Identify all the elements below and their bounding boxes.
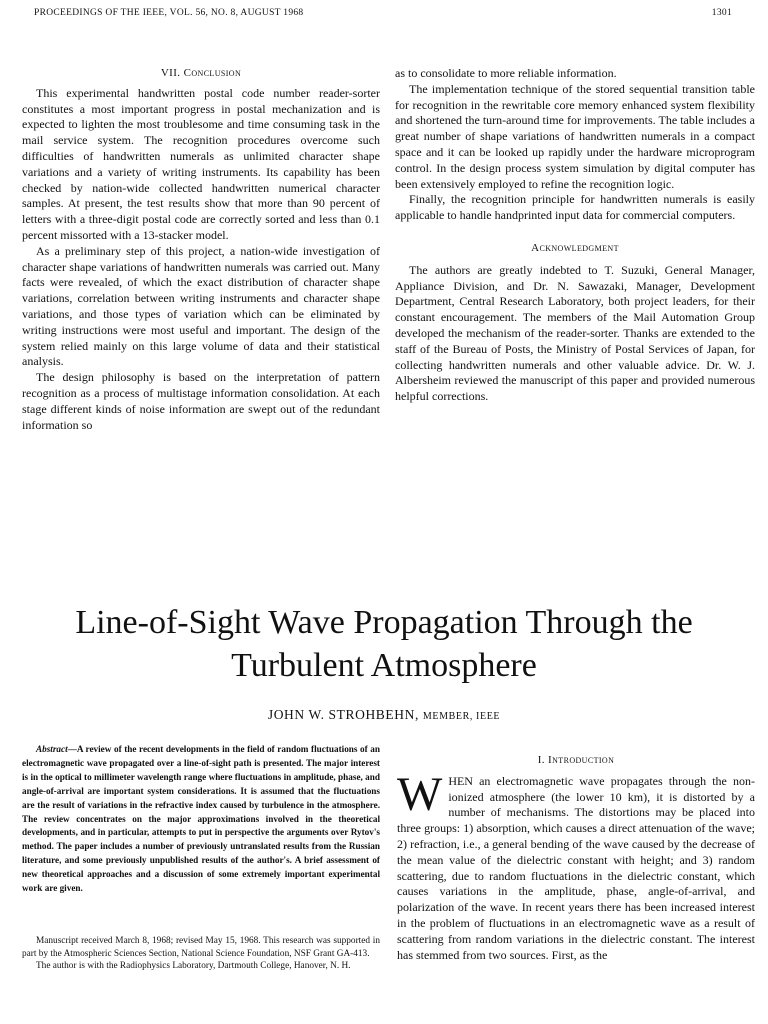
- abstract-lead: Abstract: [36, 744, 68, 754]
- footnotes: [22, 935, 380, 973]
- author-name: JOHN W. STROHBEHN,: [267, 707, 419, 722]
- left-column-conclusion: [22, 66, 380, 433]
- conclusion-heading: VII. Conclusion: [160, 67, 242, 79]
- introduction-text: HEN an electromagnetic wave propagates through the non-ionized atmosphere (the lower 10 km), it is distorted by a number of mechanisms. The distortions may be placed into three groups: 1) absorption, which causes a direct attenuation of the wave; 2) refraction, i.e., a general bending of the wave caused by the decrease of the mean value of the dielectric constant with height; and 3) random scattering, due to random fluctuations in the dielectric constant, which causes variations in the amplitude, phase, angle-of-arrival, and polarization of the wave. In recent years there has been increased interest in the problem of fluctuations in an electromagnetic wave as a result of scattering from random variations in the dielectric constant. The interest has stemmed from two sources. First, as the: [397, 773, 755, 962]
- conclusion-paragraph-3: The design philosophy is based on the interpretation of pattern recognition as a process of multistage information consolidation. At each stage different kinds of noise information are swept out of the redundant information so: [22, 370, 380, 432]
- drop-cap: W: [397, 767, 443, 821]
- article-title-line-1: Line-of-Sight Wave Propagation Through the: [75, 604, 693, 641]
- author-membership: MEMBER, IEEE: [422, 711, 501, 722]
- author-byline: [0, 707, 768, 723]
- introduction-paragraph: [397, 767, 755, 964]
- article-title: [0, 601, 768, 687]
- conclusion-continuation: as to consolidate to more reliable information.: [395, 66, 617, 80]
- conclusion-paragraph-4: The implementation technique of the stored sequential transition table for recognition in the rewritable core memory enhanced system flexibility and shortened the turn-around time for improvements. The table includes a great number of shape variations of handwritten numerals in a compact space and it can be looked up rapidly under the hardware microprogram control. In the design process system simulation by digital computer has been extensively employed to refine the recognition logic.: [395, 81, 755, 191]
- introduction-section: [397, 753, 755, 963]
- journal-citation: PROCEEDINGS OF THE IEEE, VOL. 56, NO. 8, AUGUST 1968: [34, 8, 304, 18]
- conclusion-paragraph-1: This experimental handwritten postal code number reader-sorter constitutes a most important progress in postal mechanization and is expected to lighten the most troublesome and time consuming task in the mail service system. The recognition procedures overcome such difficulties of handwritten numerals as unlimited character shape variations and a variety of writing instruments. Its capability has been checked by nation-wide collected handwritten numerical character samples. At present, the test results show that more than 90 percent of letters with a three-digit postal code are correctly sorted and less than 0.1 percent missorted with a 13-stacker model.: [22, 85, 380, 242]
- right-column-conclusion: [395, 66, 755, 405]
- abstract-text: —A review of the recent developments in the field of random fluctuations of an electromagnetic wave propagated over a line-of-sight path is presented. The major interest is in the optical to millimeter wavelength range where fluctuations in amplitude, phase, and angle-of-arrival are important system considerations. It is assumed that the fluctuations are the result of variations in the refractive index caused by turbulence in the atmosphere. The review concentrates on the major approximations involved in the theoretical developments, and in particular, attempts to put in perspective the arguments over Rytov's method. The paper includes a number of previously untranslated results from the Russian literature, and some previously unpublished results of the author's. A brief assessment of new theoretical approaches and a discussion of some extremely important experimental work are given.: [22, 744, 380, 894]
- conclusion-paragraph-5: Finally, the recognition principle for handwritten numerals is easily applicable to handle handprinted input data for commercial computers.: [395, 192, 755, 223]
- abstract: [22, 743, 380, 896]
- acknowledgment-heading: Acknowledgment: [531, 241, 619, 254]
- footnote-affiliation: The author is with the Radiophysics Laboratory, Dartmouth College, Hanover, N. H.: [36, 961, 351, 972]
- footnote-manuscript: Manuscript received March 8, 1968; revised May 15, 1968. This research was supported in part by the Atmospheric Sciences Section, National Science Foundation, NSF Grant GA-413.: [22, 936, 380, 959]
- introduction-heading: I. Introduction: [537, 754, 615, 766]
- acknowledgment-text: The authors are greatly indebted to T. Suzuki, General Manager, Appliance Division, and Dr. N. Sawazaki, Manager, Development Department, Central Research Laboratory, both project leaders, for their constant encouragement. The members of the Mail Automation Group developed the mechanism of the reader-sorter. Thanks are extended to the staff of the Bureau of Posts, the Ministry of Postal Services of Japan, for collecting handwritten numerals and other valuable advice. Dr. W. J. Albersheim reviewed the manuscript of this paper and provided numerous helpful corrections.: [395, 262, 755, 404]
- page-number: 1301: [711, 8, 732, 18]
- article-title-line-2: Turbulent Atmosphere: [231, 647, 537, 684]
- conclusion-paragraph-2: As a preliminary step of this project, a nation-wide investigation of character shape variations of handwritten numerals was carried out. Many facts were revealed, of which the exact distribution of character shape variations, correlation between writing instruments and character shape variations, and those types of variation which can be eliminated by writing instructions were most useful and important. The design of the system relied mainly on this large volume of data and their statistical analysis.: [22, 243, 380, 369]
